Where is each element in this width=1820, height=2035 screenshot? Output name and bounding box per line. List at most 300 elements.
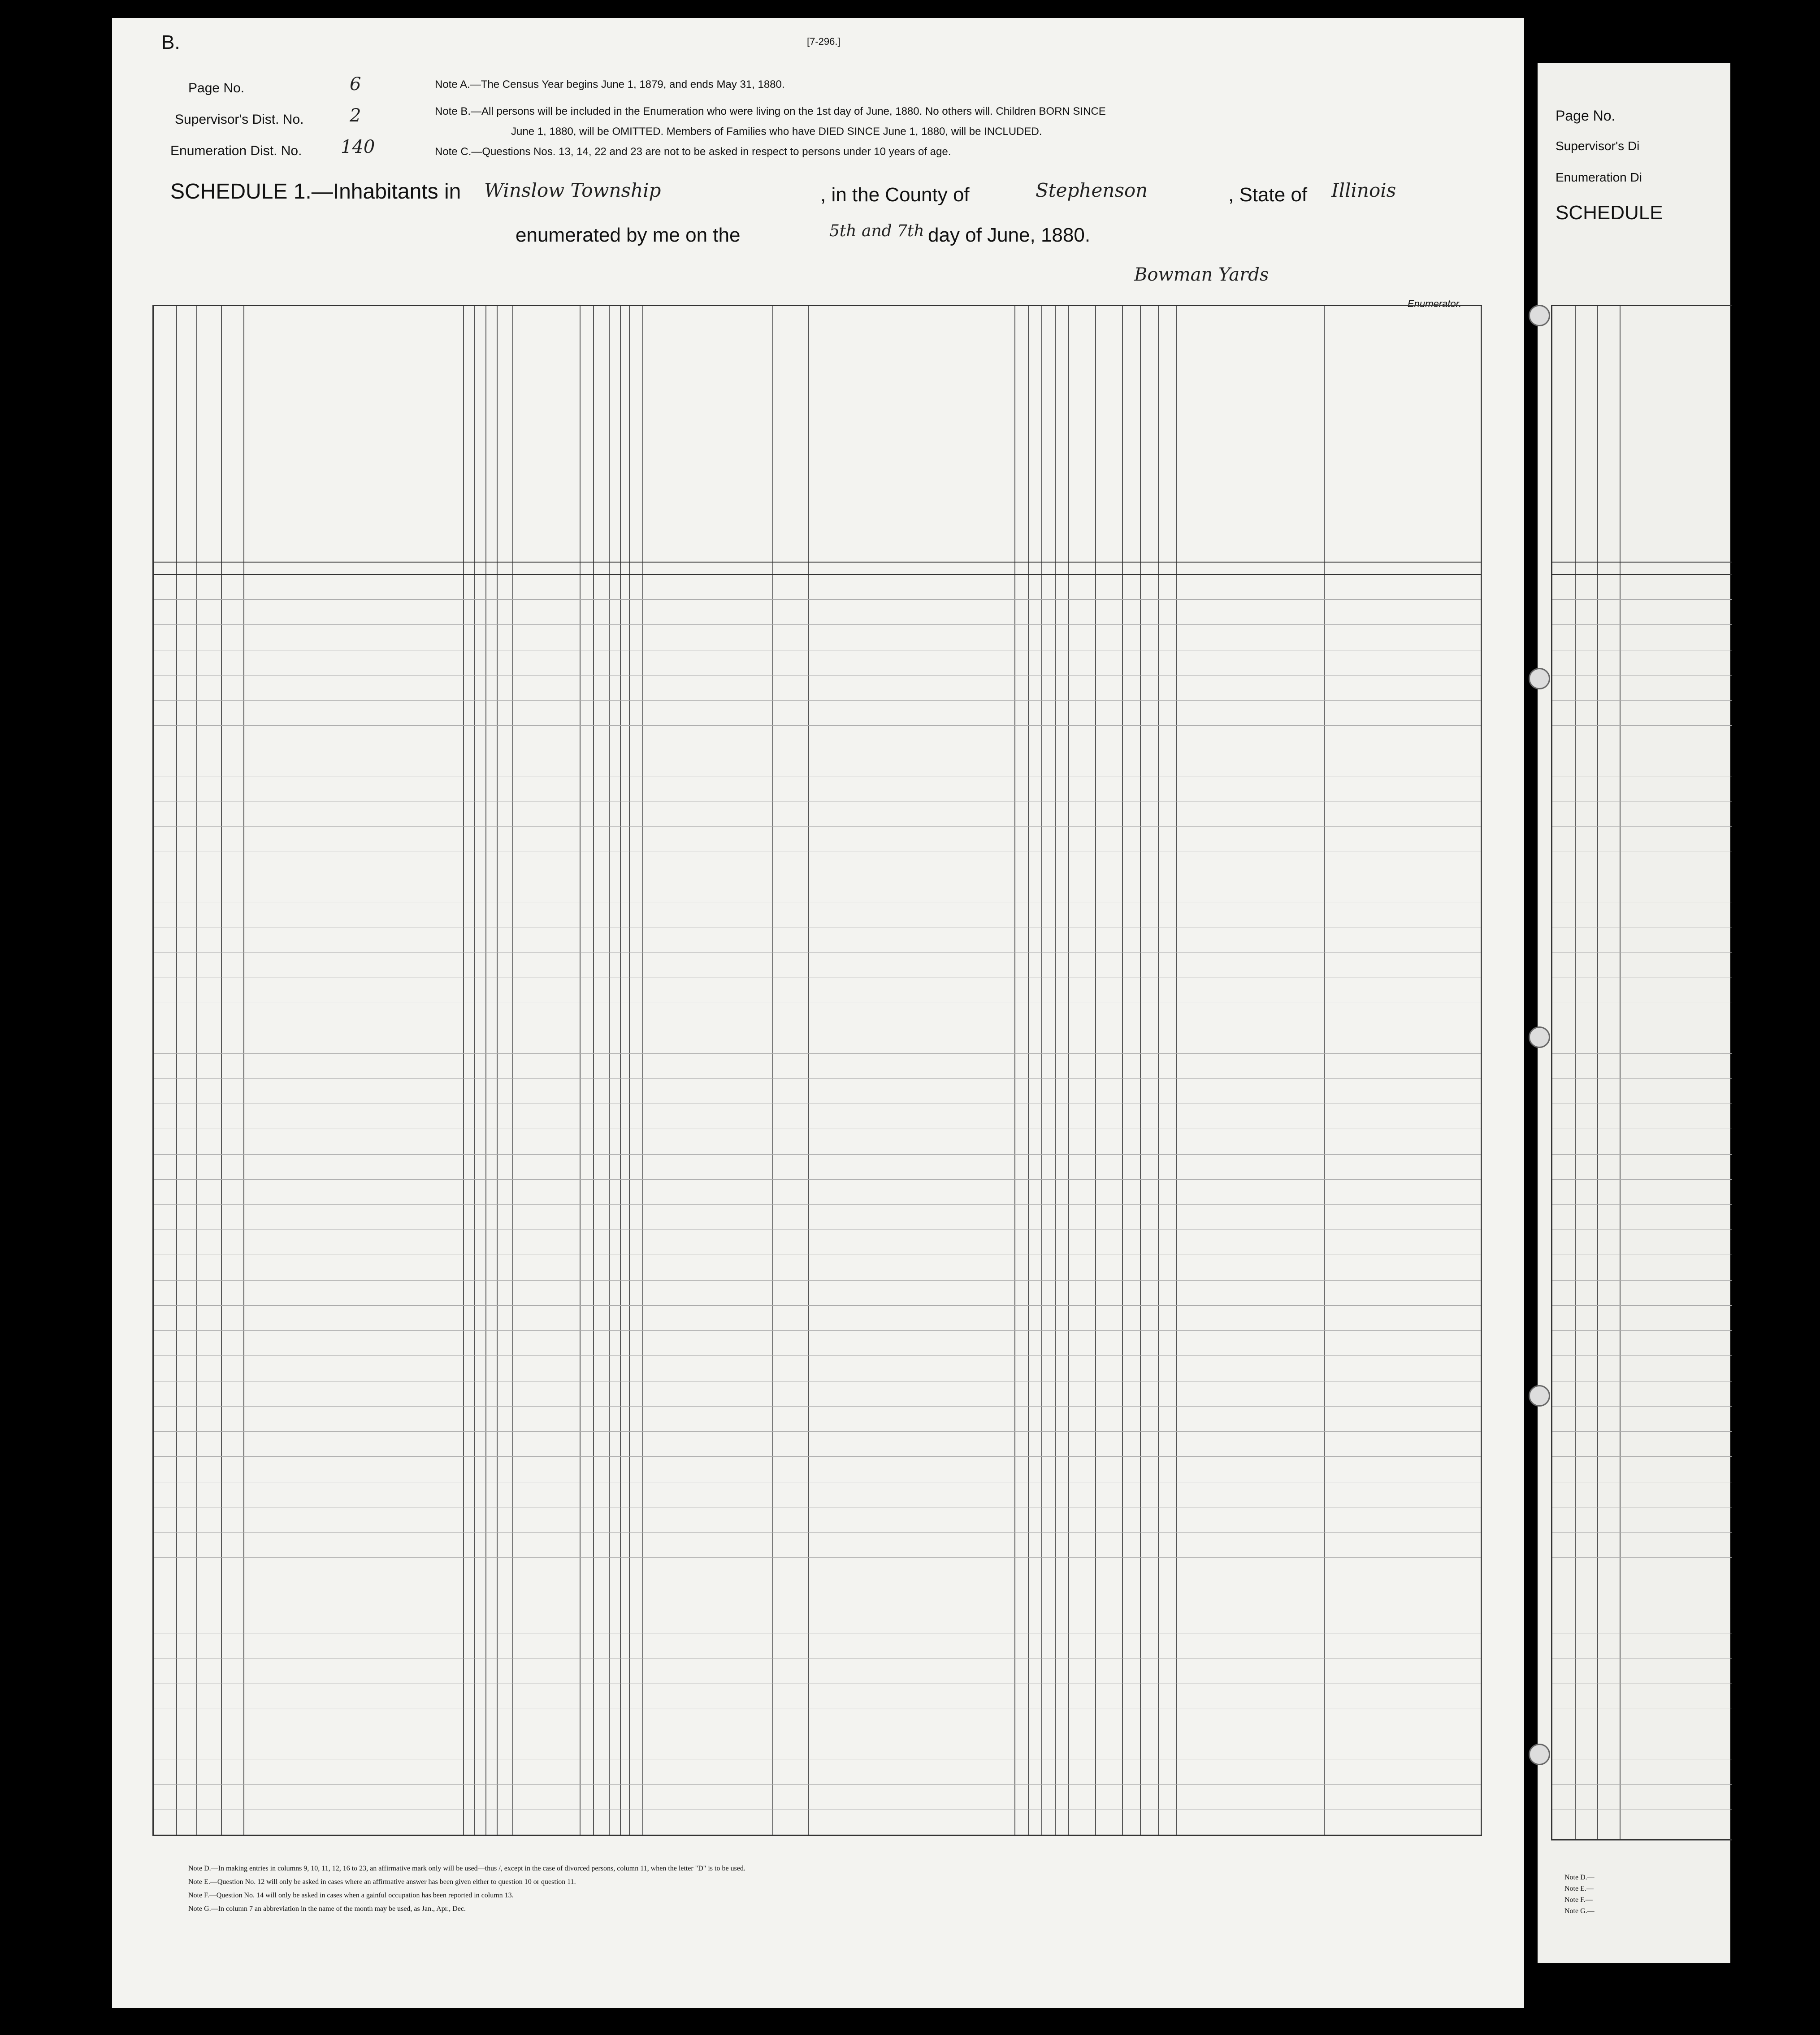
- father-birthplace: [1250, 753, 1324, 775]
- header-rule: [1552, 562, 1732, 563]
- column-header-c18: [1043, 333, 1053, 557]
- sex: [474, 1157, 485, 1178]
- father-birthplace: [1250, 1560, 1324, 1581]
- birthplace: [1178, 1005, 1248, 1027]
- family-number: [221, 753, 243, 775]
- sex: [474, 753, 485, 775]
- relationship: [515, 854, 580, 876]
- person-name: [246, 1535, 463, 1556]
- row-rule: [1552, 1557, 1732, 1558]
- person-name: [246, 1232, 463, 1254]
- sex: [474, 1358, 485, 1380]
- row-rule: [154, 826, 1481, 827]
- family-number: [221, 627, 243, 649]
- birthplace: [1178, 1485, 1248, 1506]
- person-name: [246, 1787, 463, 1809]
- column-header-c23: [1141, 333, 1157, 557]
- person-name: [246, 779, 463, 800]
- column-rule: [1575, 306, 1576, 1839]
- dwelling-number: [196, 577, 221, 598]
- color: [463, 577, 474, 598]
- father-birthplace: [1250, 1636, 1324, 1657]
- person-name: [246, 1081, 463, 1103]
- color: [463, 854, 474, 876]
- relationship: [515, 879, 580, 901]
- family-number: [221, 1106, 243, 1128]
- birthplace: [1178, 1434, 1248, 1455]
- dwelling-number: [196, 728, 221, 749]
- father-birthplace: [1250, 930, 1324, 951]
- mother-birthplace: [1326, 1131, 1481, 1153]
- family-number: [221, 1787, 243, 1809]
- color: [463, 1384, 474, 1405]
- dwelling-number: [196, 1459, 221, 1481]
- sex: [474, 1812, 485, 1834]
- occupation: [645, 930, 772, 951]
- sex: [474, 577, 485, 598]
- row-rule: [1552, 1456, 1732, 1457]
- age: [485, 1232, 498, 1254]
- family-number: [221, 1485, 243, 1506]
- mother-birthplace: [1326, 1358, 1481, 1380]
- dwelling-number: [196, 1661, 221, 1682]
- person-name: [246, 653, 463, 674]
- sex: [474, 1711, 485, 1733]
- row-rule: [1552, 700, 1732, 701]
- column-rule: [1158, 306, 1159, 1835]
- occupation: [645, 1661, 772, 1682]
- mother-birthplace: [1326, 829, 1481, 850]
- mother-birthplace: [1326, 678, 1481, 699]
- sex: [474, 1409, 485, 1430]
- row-rule: [1552, 1179, 1732, 1180]
- age: [485, 1056, 498, 1078]
- column-rule: [629, 306, 630, 1835]
- mother-birthplace: [1326, 980, 1481, 1002]
- sex: [474, 1182, 485, 1204]
- age: [485, 1384, 498, 1405]
- row-rule: [1552, 1053, 1732, 1054]
- age: [485, 577, 498, 598]
- age: [485, 1333, 498, 1355]
- color: [463, 1106, 474, 1128]
- family-number: [221, 1081, 243, 1103]
- mother-birthplace: [1326, 1736, 1481, 1758]
- row-rule: [1552, 1532, 1732, 1533]
- column-rule: [1014, 306, 1015, 1835]
- occupation: [645, 1485, 772, 1506]
- binder-hole: [1529, 1744, 1550, 1765]
- mother-birthplace: [1326, 955, 1481, 977]
- person-name: [246, 1560, 463, 1581]
- row-rule: [1552, 599, 1732, 600]
- dwelling-number: [196, 930, 221, 951]
- birthplace: [1178, 1409, 1248, 1430]
- relationship: [515, 1485, 580, 1506]
- family-number: [221, 1005, 243, 1027]
- dwelling-number: [196, 1207, 221, 1229]
- person-name: [246, 1030, 463, 1052]
- dwelling-number: [196, 1510, 221, 1531]
- dwelling-number: [196, 1686, 221, 1708]
- mother-birthplace: [1326, 1585, 1481, 1607]
- person-name: [246, 804, 463, 825]
- occupation: [645, 1510, 772, 1531]
- enumeration-days: 5th and 7th: [829, 222, 924, 240]
- row-rule: [154, 1154, 1481, 1155]
- person-name: [246, 1611, 463, 1632]
- sex: [474, 1030, 485, 1052]
- father-birthplace: [1250, 829, 1324, 850]
- family-number: [221, 1308, 243, 1329]
- sex: [474, 602, 485, 623]
- enumerator-signature: Bowman Yards: [1134, 264, 1269, 285]
- mother-birthplace: [1326, 1409, 1481, 1430]
- relationship: [515, 1510, 580, 1531]
- color: [463, 804, 474, 825]
- dwelling-number: [196, 1736, 221, 1758]
- age: [485, 627, 498, 649]
- family-number: [221, 703, 243, 724]
- column-header-c10: [594, 333, 607, 557]
- row-rule: [154, 700, 1481, 701]
- birthplace: [1178, 1182, 1248, 1204]
- row-rule: [154, 1179, 1481, 1180]
- color: [463, 1611, 474, 1632]
- column-header-c1c: [198, 333, 220, 557]
- birthplace: [1178, 1585, 1248, 1607]
- birthplace: [1178, 779, 1248, 800]
- age: [485, 1510, 498, 1531]
- sex: [474, 653, 485, 674]
- row-rule: [154, 725, 1481, 726]
- occupation: [645, 1207, 772, 1229]
- occupation: [645, 1711, 772, 1733]
- relationship: [515, 1762, 580, 1783]
- person-name: [246, 854, 463, 876]
- person-name: [246, 1711, 463, 1733]
- relationship: [515, 1308, 580, 1329]
- occupation: [645, 753, 772, 775]
- birthplace: [1178, 577, 1248, 598]
- person-name: [246, 1005, 463, 1027]
- column-header-c12: [621, 333, 628, 557]
- mother-birthplace: [1326, 1333, 1481, 1355]
- sex: [474, 854, 485, 876]
- mother-birthplace: [1326, 703, 1481, 724]
- color: [463, 1005, 474, 1027]
- birthplace: [1178, 980, 1248, 1002]
- relationship: [515, 1434, 580, 1455]
- color: [463, 1485, 474, 1506]
- sex: [474, 1384, 485, 1405]
- person-name: [246, 1257, 463, 1279]
- mother-birthplace: [1326, 1560, 1481, 1581]
- age: [485, 980, 498, 1002]
- next-note-e: Note E.—: [1564, 1885, 1594, 1892]
- age: [485, 879, 498, 901]
- dwelling-number: [196, 1384, 221, 1405]
- mother-birthplace: [1326, 1005, 1481, 1027]
- age: [485, 1485, 498, 1506]
- person-name: [246, 753, 463, 775]
- father-birthplace: [1250, 1384, 1324, 1405]
- relationship: [515, 1661, 580, 1682]
- sex: [474, 1131, 485, 1153]
- dwelling-number: [196, 1636, 221, 1657]
- mother-birthplace: [1326, 1030, 1481, 1052]
- next-schedule-label: SCHEDULE: [1556, 202, 1663, 224]
- birthplace: [1178, 1384, 1248, 1405]
- age: [485, 728, 498, 749]
- father-birthplace: [1250, 1207, 1324, 1229]
- father-birthplace: [1250, 879, 1324, 901]
- relationship: [515, 955, 580, 977]
- column-rule: [593, 306, 594, 1835]
- person-name: [246, 1686, 463, 1708]
- sex: [474, 930, 485, 951]
- father-birthplace: [1250, 1762, 1324, 1783]
- sex: [474, 1585, 485, 1607]
- family-number: [221, 879, 243, 901]
- birthplace: [1178, 602, 1248, 623]
- age: [485, 1257, 498, 1279]
- sex: [474, 829, 485, 850]
- age: [485, 678, 498, 699]
- birthplace: [1178, 879, 1248, 901]
- family-number: [221, 1535, 243, 1556]
- relationship: [515, 980, 580, 1002]
- age: [485, 602, 498, 623]
- dwelling-number: [196, 1409, 221, 1430]
- father-birthplace: [1250, 1510, 1324, 1531]
- age: [485, 1182, 498, 1204]
- occupation: [645, 1636, 772, 1657]
- relationship: [515, 1030, 580, 1052]
- column-header-c4: [464, 333, 473, 557]
- age: [485, 1636, 498, 1657]
- family-number: [221, 804, 243, 825]
- dwelling-number: [196, 854, 221, 876]
- note-d: Note D.—In making entries in columns 9, 10, 11, 12, 16 to 23, an affirmative mark only will be used—thus /, except in the case of divorced persons, column 11, when the letter "D" is to be used.: [188, 1865, 745, 1872]
- family-number: [221, 1207, 243, 1229]
- person-name: [246, 602, 463, 623]
- person-name: [246, 1762, 463, 1783]
- age: [485, 1611, 498, 1632]
- dwelling-number: [196, 1131, 221, 1153]
- column-rule: [1041, 306, 1042, 1835]
- relationship: [515, 1711, 580, 1733]
- mother-birthplace: [1326, 1081, 1481, 1103]
- occupation: [645, 1030, 772, 1052]
- enumerated-suffix: day of June, 1880.: [928, 224, 1091, 246]
- dwelling-number: [196, 905, 221, 926]
- father-birthplace: [1250, 804, 1324, 825]
- column-rule: [1324, 306, 1325, 1835]
- mother-birthplace: [1326, 1384, 1481, 1405]
- person-name: [246, 703, 463, 724]
- relationship: [515, 1409, 580, 1430]
- birthplace: [1178, 1081, 1248, 1103]
- father-birthplace: [1250, 678, 1324, 699]
- sex: [474, 1762, 485, 1783]
- mother-birthplace: [1326, 1182, 1481, 1204]
- color: [463, 1560, 474, 1581]
- person-name: [246, 1106, 463, 1128]
- family-number: [221, 1510, 243, 1531]
- father-birthplace: [1250, 1182, 1324, 1204]
- mother-birthplace: [1326, 1711, 1481, 1733]
- note-b1: Note B.—All persons will be included in the Enumeration who were living on the 1st day of June, 1880. No others will. Children BORN SINCE: [435, 105, 1106, 117]
- relationship: [515, 1182, 580, 1204]
- note-a: Note A.—The Census Year begins June 1, 1879, and ends May 31, 1880.: [435, 78, 785, 91]
- age: [485, 930, 498, 951]
- father-birthplace: [1250, 1787, 1324, 1809]
- mother-birthplace: [1326, 1056, 1481, 1078]
- mother-birthplace: [1326, 1787, 1481, 1809]
- person-name: [246, 1056, 463, 1078]
- person-name: [246, 1459, 463, 1481]
- relationship: [515, 1812, 580, 1834]
- dwelling-number: [196, 1787, 221, 1809]
- sex: [474, 1232, 485, 1254]
- sex: [474, 1661, 485, 1682]
- occupation: [645, 1434, 772, 1455]
- column-rule: [512, 306, 513, 1835]
- sex: [474, 1686, 485, 1708]
- sex: [474, 1787, 485, 1809]
- column-rule: [642, 306, 643, 1835]
- person-name: [246, 1308, 463, 1329]
- sex: [474, 728, 485, 749]
- birthplace: [1178, 955, 1248, 977]
- sex: [474, 1736, 485, 1758]
- family-number: [221, 1157, 243, 1178]
- page-no-value: 6: [350, 74, 361, 95]
- color: [463, 1257, 474, 1279]
- color: [463, 1762, 474, 1783]
- father-birthplace: [1250, 1005, 1324, 1027]
- color: [463, 1283, 474, 1304]
- mother-birthplace: [1326, 1686, 1481, 1708]
- sex: [474, 1510, 485, 1531]
- dwelling-number: [196, 1358, 221, 1380]
- column-rule: [580, 306, 581, 1835]
- color: [463, 955, 474, 977]
- relationship: [515, 1207, 580, 1229]
- mother-birthplace: [1326, 1207, 1481, 1229]
- relationship: [515, 1787, 580, 1809]
- dwelling-number: [196, 1762, 221, 1783]
- birthplace: [1178, 1787, 1248, 1809]
- relationship: [515, 627, 580, 649]
- supervisor-label: Supervisor's Dist. No.: [175, 112, 304, 127]
- relationship: [515, 804, 580, 825]
- person-name: [246, 980, 463, 1002]
- dwelling-number: [196, 804, 221, 825]
- mother-birthplace: [1326, 1611, 1481, 1632]
- family-number: [221, 1182, 243, 1204]
- dwelling-number: [196, 1812, 221, 1834]
- occupation: [645, 678, 772, 699]
- family-number: [221, 728, 243, 749]
- family-number: [221, 1056, 243, 1078]
- birthplace: [1178, 1056, 1248, 1078]
- sex: [474, 1283, 485, 1304]
- sex: [474, 980, 485, 1002]
- occupation: [645, 1257, 772, 1279]
- birthplace: [1178, 1257, 1248, 1279]
- row-rule: [154, 1078, 1481, 1079]
- family-number: [221, 1636, 243, 1657]
- father-birthplace: [1250, 653, 1324, 674]
- age: [485, 1535, 498, 1556]
- occupation: [645, 1762, 772, 1783]
- dwelling-number: [196, 627, 221, 649]
- relationship: [515, 1736, 580, 1758]
- column-header-c16: [1016, 333, 1027, 557]
- family-number: [221, 905, 243, 926]
- row-rule: [1552, 1204, 1732, 1205]
- occupation: [645, 1056, 772, 1078]
- sex: [474, 779, 485, 800]
- birthplace: [1178, 1232, 1248, 1254]
- occupation: [645, 779, 772, 800]
- column-header-c20: [1070, 333, 1094, 557]
- person-name: [246, 1182, 463, 1204]
- dwelling-number: [196, 753, 221, 775]
- color: [463, 1081, 474, 1103]
- family-number: [221, 980, 243, 1002]
- birthplace: [1178, 703, 1248, 724]
- mother-birthplace: [1326, 1636, 1481, 1657]
- occupation: [645, 602, 772, 623]
- mother-birthplace: [1326, 1232, 1481, 1254]
- dwelling-number: [196, 779, 221, 800]
- occupation: [645, 879, 772, 901]
- occupation: [645, 1812, 772, 1834]
- age: [485, 854, 498, 876]
- family-number: [221, 1611, 243, 1632]
- sex: [474, 1081, 485, 1103]
- column-header-c11: [610, 333, 619, 557]
- dwelling-number: [196, 1308, 221, 1329]
- sex: [474, 1535, 485, 1556]
- row-rule: [1552, 624, 1732, 625]
- color: [463, 1812, 474, 1834]
- color: [463, 602, 474, 623]
- color: [463, 930, 474, 951]
- father-birthplace: [1250, 1131, 1324, 1153]
- township: Winslow Township: [484, 179, 661, 201]
- next-page-table: [1551, 305, 1732, 1840]
- relationship: [515, 1131, 580, 1153]
- mother-birthplace: [1326, 1459, 1481, 1481]
- family-number: [221, 1409, 243, 1430]
- enumerator-label: Enumerator.: [1408, 298, 1462, 309]
- color: [463, 879, 474, 901]
- father-birthplace: [1250, 1585, 1324, 1607]
- father-birthplace: [1250, 955, 1324, 977]
- father-birthplace: [1250, 728, 1324, 749]
- color: [463, 1585, 474, 1607]
- note-e: Note E.—Question No. 12 will only be asked in cases where an affirmative answer has been given either to question 10 or question 11.: [188, 1878, 576, 1886]
- dwelling-number: [196, 1434, 221, 1455]
- birthplace: [1178, 1736, 1248, 1758]
- sex: [474, 804, 485, 825]
- relationship: [515, 703, 580, 724]
- age: [485, 955, 498, 977]
